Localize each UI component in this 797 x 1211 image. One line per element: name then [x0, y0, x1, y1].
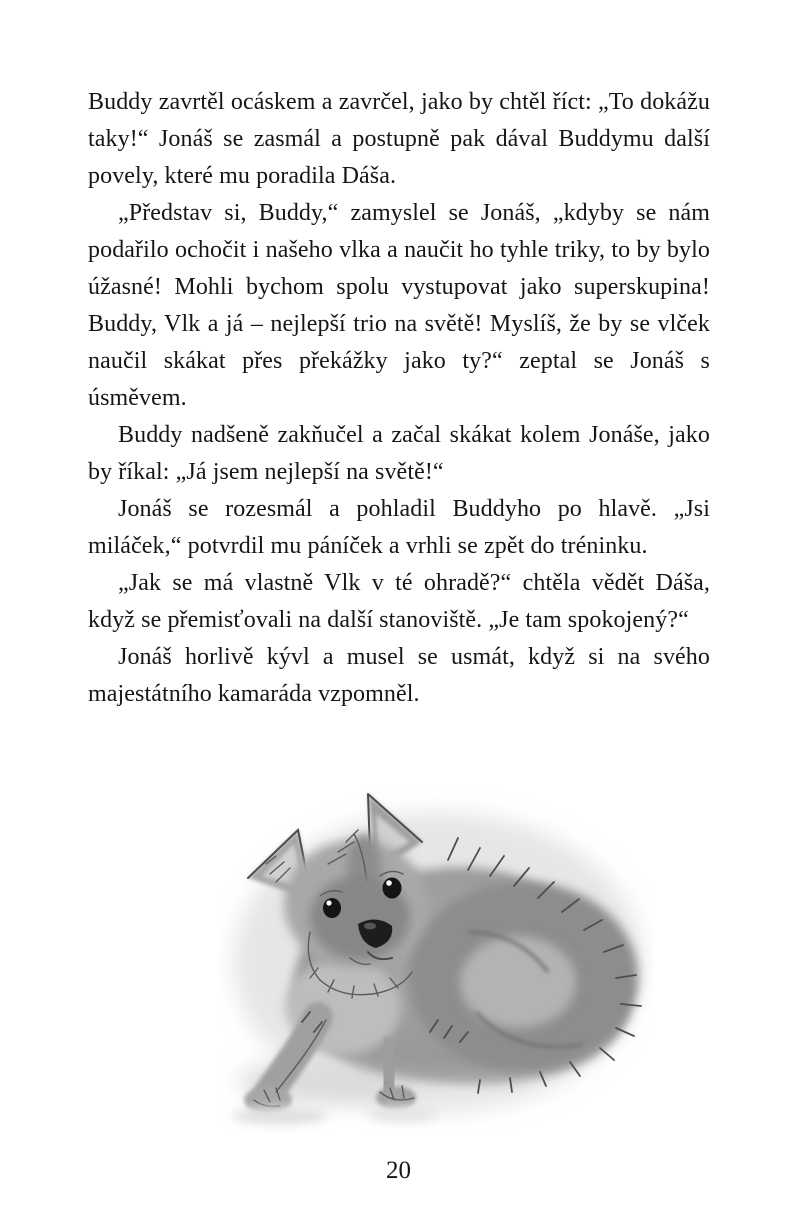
paragraph: „Jak se má vlastně Vlk v té ohradě?“ chtěla vědět Dáša, když se přemisťovali na další stanoviště. „Je tam spokojený?“ — [88, 570, 710, 633]
ground-shadow — [232, 1106, 438, 1125]
paragraph: Jonáš se rozesmál a pohladil Buddyho po hlavě. „Jsi miláček,“ potvrdil mu páníček a vrhli se zpět do tréninku. — [88, 496, 710, 559]
paragraph: Buddy zavrtěl ocáskem a zavrčel, jako by chtěl říct: „To dokážu taky!“ Jonáš se zasmál a postupně pak dával Buddymu další povely, které mu poradila Dáša. — [88, 89, 710, 189]
wolf-puppy-illustration — [218, 782, 654, 1132]
wolf-puppy-sketch-svg — [218, 782, 654, 1132]
paragraph: Buddy nadšeně zakňučel a začal skákat kolem Jonáše, jako by říkal: „Já jsem nejlepší na světě!“ — [88, 422, 710, 485]
story-text — [88, 84, 710, 713]
page-number: 20 — [386, 1157, 411, 1184]
paragraph: Jonáš horlivě kývl a musel se usmát, když si na svého majestátního kamaráda vzpomněl. — [88, 644, 710, 707]
paragraph: „Představ si, Buddy,“ zamyslel se Jonáš, „kdyby se nám podařilo ochočit i našeho vlka a naučit ho tyhle triky, to by bylo úžasné! Mohli bychom spolu vystupovat jako superskupina! Buddy, Vlk a já – nejlepší trio na světě! Myslíš, že by se vlček naučil skákat přes překážky jako ty?“ zeptal se Jonáš s úsměvem. — [88, 200, 710, 411]
